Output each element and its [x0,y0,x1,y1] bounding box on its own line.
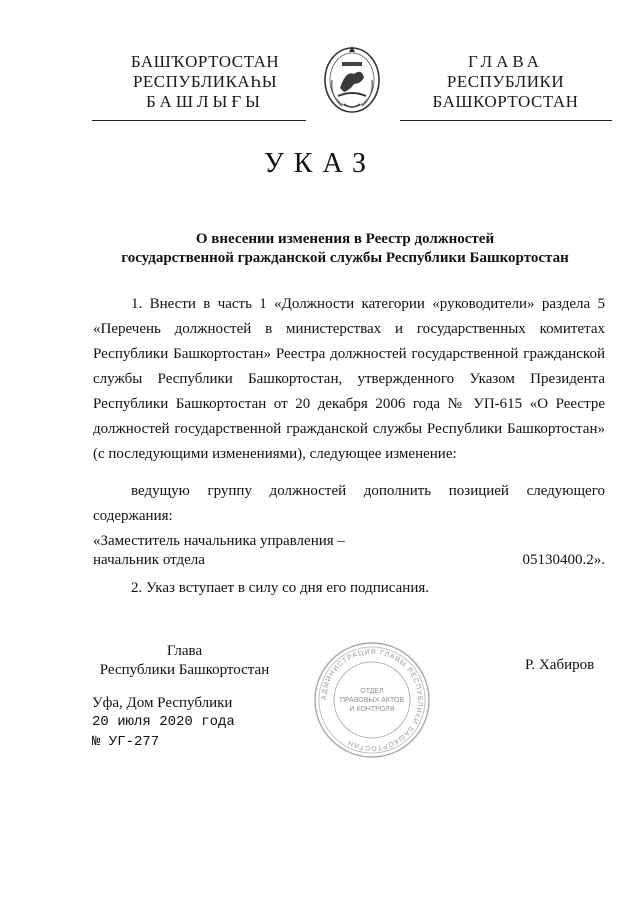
header-left-bashkir [110,52,300,112]
stamp-center-line-3: И КОНТРОЛЯ [349,706,395,713]
header-left-line-3: БАШЛЫҒЫ [146,92,264,111]
signatory-role-line-1: Глава [166,643,203,659]
signatory-name: Р. Хабиров [525,657,595,673]
document-subject [90,230,600,268]
decree-number: № УГ-277 [92,734,160,750]
issue-place: Уфа, Дом Республики [92,695,233,711]
paragraph-3: 2. Указ вступает в силу со дня его подписания. [131,580,429,596]
document-title: УКАЗ [263,148,377,179]
stamp-center-line-2: ПРАВОВЫХ АКТОВ [339,697,405,704]
header-rule-left [92,120,306,121]
header-left-line-2: РЕСПУБЛИКАҺЫ [132,72,278,91]
subject-line-2: государственной гражданской службы Республики Башкортостан [121,250,569,266]
paragraph-1: 1. Внести в часть 1 «Должности категории «руководители» раздела 5 «Перечень должностей в министерствах и государственных комитетах Республики Башкортостан» Реестра должностей государственной гражданской службы Республики Башкортостан, утвержденного Указом Президента Республики Башкортостан от 20 декабря 2006 года № УП-615 «О Реестре должностей государственной гражданской службы Республики Башкортостан» (с последующими изменениями), следующее изменение: [93,296,605,462]
header-right-line-3: БАШКОРТОСТАН [432,92,579,111]
header-left-line-1: БАШҠОРТОСТАН [130,52,280,71]
header-right-line-1: ГЛАВА [468,52,543,71]
signatory-role [92,642,277,680]
signatory-role-line-2: Республики Башкортостан [99,662,270,678]
position-line-1: «Заместитель начальника управления – [93,533,345,549]
official-stamp-icon [312,640,432,760]
coat-of-arms-icon [320,40,384,116]
issue-date: 20 июля 2020 года [92,714,235,730]
position-code: 05130400.2». [522,552,605,568]
header-right-line-2: РЕСПУБЛИКИ [446,72,565,91]
subject-line-1: О внесении изменения в Реестр должностей [195,231,495,247]
header-right-russian [418,52,593,112]
stamp-ring-text: АДМИНИСТРАЦИЯ ГЛАВЫ РЕСПУБЛИКИ БАШКОРТОСТАН [320,648,424,752]
paragraph-2: ведущую группу должностей дополнить позицией следующего содержания: [93,483,605,524]
stamp-center-line-1: ОТДЕЛ [360,688,384,695]
position-entry [93,532,605,570]
position-line-2: начальник отдела [93,552,205,568]
header-rule-right [400,120,612,121]
